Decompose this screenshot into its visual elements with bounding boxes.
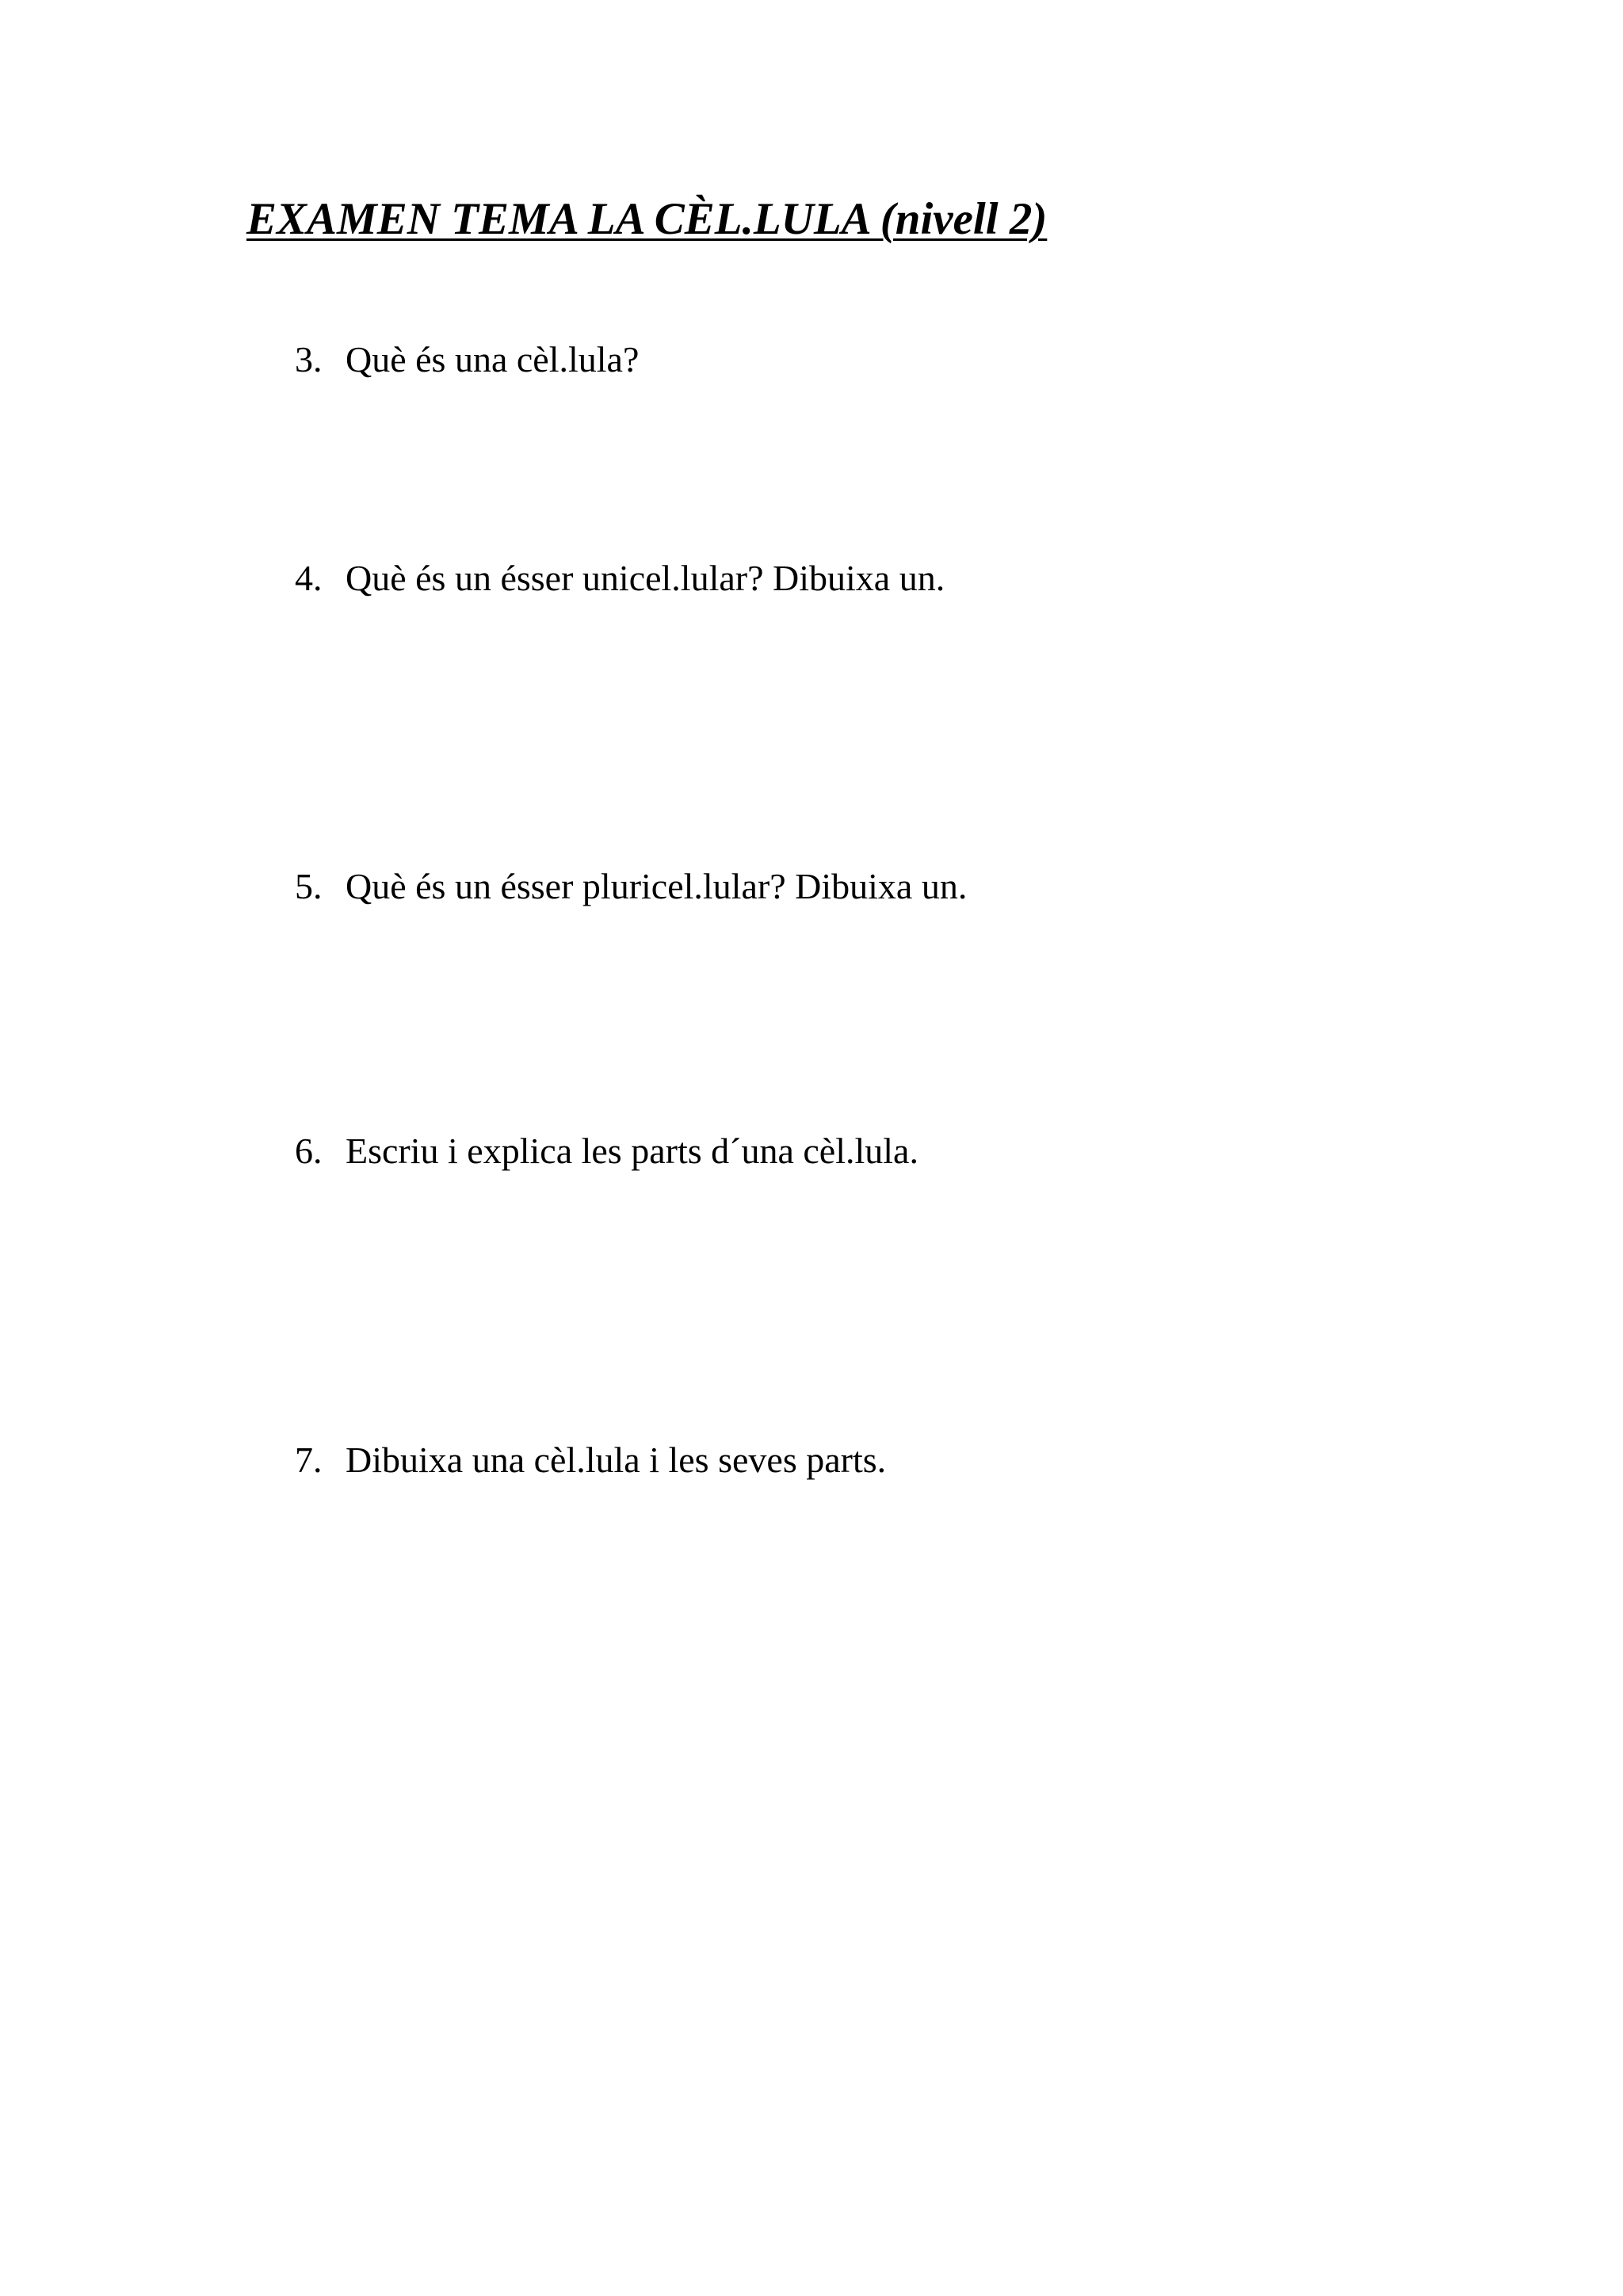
question-number: 6.: [295, 1131, 323, 1171]
question-item: [295, 341, 639, 378]
exam-title: EXAMEN TEMA LA CÈL.LULA (nivell 2): [246, 194, 1048, 244]
question-number: 7.: [295, 1440, 323, 1480]
question-text: Escriu i explica les parts d´una cèl.lula.: [346, 1131, 918, 1171]
question-item: [295, 1442, 886, 1478]
question-text: Què és un ésser unicel.lular? Dibuixa un.: [346, 558, 945, 598]
question-number: 5.: [295, 866, 323, 906]
question-number: 3.: [295, 339, 323, 379]
question-text: Què és un ésser pluricel.lular? Dibuixa un.: [346, 866, 968, 906]
question-text: Dibuixa una cèl.lula i les seves parts.: [346, 1440, 887, 1480]
question-item: [295, 1133, 918, 1169]
question-number: 4.: [295, 558, 323, 598]
question-item: [295, 868, 967, 905]
question-text: Què és una cèl.lula?: [346, 339, 640, 379]
question-item: [295, 560, 945, 597]
